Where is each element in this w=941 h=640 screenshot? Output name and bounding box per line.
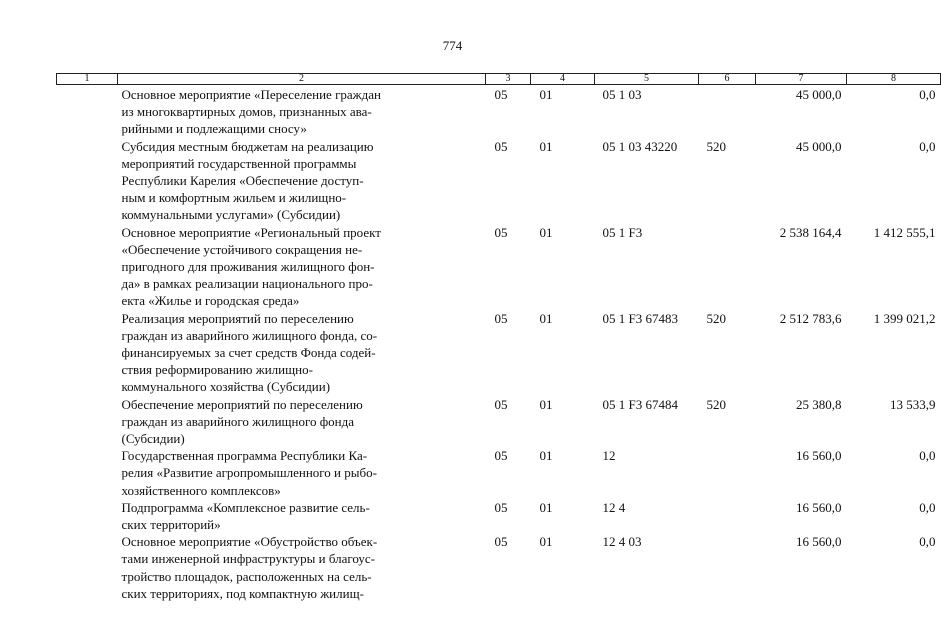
row-number — [57, 533, 118, 602]
row-section-code: 05 — [494, 87, 508, 102]
row-expense-type-code — [699, 224, 756, 310]
row-subsection-code: 01 — [539, 224, 553, 240]
row-number — [57, 85, 118, 138]
table-row — [57, 533, 941, 602]
column-header-6: 6 — [699, 74, 756, 85]
row-target-article-code: 05 1 03 — [602, 87, 642, 102]
row-target-article-code: 05 1 03 43220 — [602, 138, 678, 154]
row-target-article-code: 05 1 F3 67484 — [602, 396, 678, 412]
row-section-code: 05 — [494, 534, 508, 550]
column-header-3: 3 — [486, 74, 531, 85]
row-amount-col7: 45 000,0 — [796, 138, 842, 154]
row-subsection-code: 01 — [539, 448, 553, 464]
row-subsection-code: 01 — [539, 87, 553, 102]
row-expense-type-code: 520 — [706, 396, 726, 412]
row-description: Основное мероприятие «Переселение граждан из многоквартирных домов, признанных ава- рийными и подлежащими сносу» — [121, 87, 382, 137]
column-header-2: 2 — [118, 74, 486, 85]
row-expense-type-code — [699, 533, 756, 602]
row-amount-col8: 0,0 — [919, 87, 936, 102]
row-description: Основное мероприятие «Региональный проект «Обеспечение устойчивого сокращения не- пригодного для проживания жилищного фон- да» в рамках реализации национального про- екта «Жилье и городская среда» — [121, 224, 381, 309]
budget-table — [56, 73, 941, 602]
row-subsection-code: 01 — [539, 534, 553, 550]
row-section-code: 05 — [494, 224, 508, 240]
row-expense-type-code — [699, 85, 756, 138]
row-description: Государственная программа Республики Ка- релия «Развитие агропромышленного и рыбо- хозяйственного комплексов» — [121, 448, 377, 498]
table-body — [57, 85, 941, 603]
column-header-7: 7 — [756, 74, 847, 85]
column-number-row — [57, 74, 941, 85]
table-header — [57, 74, 941, 85]
row-amount-col7: 16 560,0 — [796, 534, 842, 550]
row-expense-type-code: 520 — [706, 138, 726, 154]
row-number — [57, 396, 118, 448]
row-description: Подпрограмма «Комплексное развитие сель- ских территорий» — [121, 499, 370, 533]
row-amount-col8: 1 399 021,2 — [873, 310, 936, 326]
table-row — [57, 85, 941, 138]
row-expense-type-code — [699, 499, 756, 533]
row-target-article-code: 12 — [602, 448, 616, 464]
row-amount-col7: 25 380,8 — [796, 396, 842, 412]
row-amount-col8: 0,0 — [919, 448, 936, 464]
row-section-code: 05 — [494, 499, 508, 515]
row-number — [57, 447, 118, 499]
row-target-article-code: 05 1 F3 — [602, 224, 643, 240]
row-expense-type-code: 520 — [706, 310, 726, 326]
column-header-1: 1 — [57, 74, 118, 85]
row-target-article-code: 05 1 F3 67483 — [602, 310, 678, 326]
table-row — [57, 396, 941, 448]
row-description: Основное мероприятие «Обустройство объек- тами инженерной инфраструктуры и благоус- тройство площадок, расположенных на сель- ских территориях, под компактную жилищ- — [121, 534, 378, 601]
row-amount-col8: 1 412 555,1 — [873, 224, 936, 240]
column-header-5: 5 — [595, 74, 699, 85]
row-amount-col7: 2 538 164,4 — [779, 224, 842, 240]
row-number — [57, 499, 118, 533]
row-amount-col8: 13 533,9 — [890, 396, 936, 412]
row-amount-col7: 16 560,0 — [796, 448, 842, 464]
row-amount-col8: 0,0 — [919, 138, 936, 154]
table-row — [57, 310, 941, 396]
row-section-code: 05 — [494, 138, 508, 154]
row-section-code: 05 — [494, 310, 508, 326]
row-amount-col8: 0,0 — [919, 499, 936, 515]
table-row — [57, 499, 941, 533]
row-expense-type-code — [699, 447, 756, 499]
row-target-article-code: 12 4 — [602, 499, 626, 515]
row-amount-col7: 2 512 783,6 — [779, 310, 842, 326]
row-description: Субсидия местным бюджетам на реализацию мероприятий государственной программы Республики Карелия «Обеспечение доступ- ным и комфортным жильем и жилищно- коммунальными услугами» (Субсидии) — [121, 138, 374, 223]
row-target-article-code: 12 4 03 — [602, 534, 642, 550]
row-number — [57, 310, 118, 396]
column-header-4: 4 — [531, 74, 595, 85]
row-subsection-code: 01 — [539, 396, 553, 412]
table-row — [57, 447, 941, 499]
row-amount-col7: 16 560,0 — [796, 499, 842, 515]
row-amount-col8: 0,0 — [919, 534, 936, 550]
row-number — [57, 224, 118, 310]
page-number: 774 — [442, 38, 463, 53]
row-subsection-code: 01 — [539, 499, 553, 515]
row-subsection-code: 01 — [539, 310, 553, 326]
row-subsection-code: 01 — [539, 138, 553, 154]
row-number — [57, 138, 118, 224]
table-row — [57, 138, 941, 224]
row-description: Реализация мероприятий по переселению граждан из аварийного жилищного фонда, со- финансируемых за счет средств Фонда содей- ствия реформированию жилищно- коммунального хозяйства (Субсидии) — [121, 310, 378, 395]
row-amount-col7: 45 000,0 — [796, 87, 842, 102]
row-section-code: 05 — [494, 396, 508, 412]
table-row — [57, 224, 941, 310]
column-header-8: 8 — [847, 74, 941, 85]
row-section-code: 05 — [494, 448, 508, 464]
row-description: Обеспечение мероприятий по переселению граждан из аварийного жилищного фонда (Субсидии) — [121, 396, 363, 447]
